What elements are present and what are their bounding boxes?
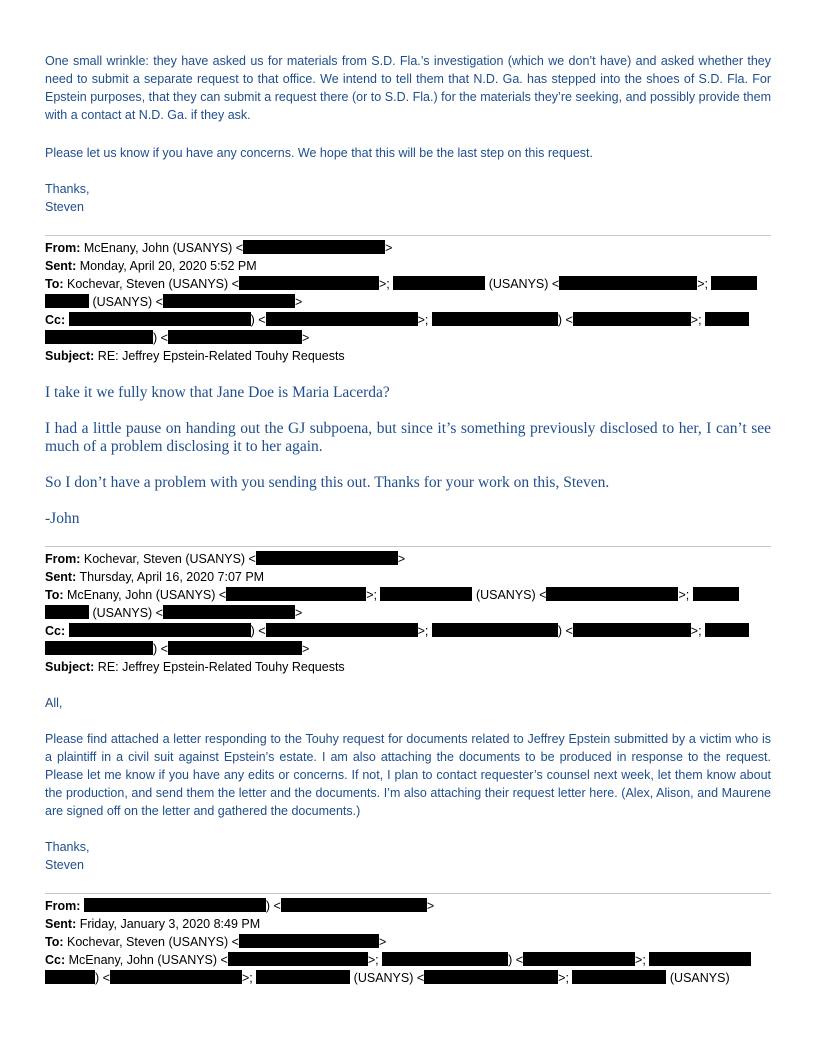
redaction bbox=[163, 605, 295, 619]
redaction bbox=[110, 970, 242, 984]
redaction bbox=[239, 276, 379, 290]
email2-greeting: All, bbox=[45, 696, 63, 710]
redaction bbox=[266, 623, 418, 637]
to-line-cont: (USANYS) < > bbox=[45, 293, 771, 311]
redaction bbox=[573, 623, 691, 637]
redaction bbox=[432, 623, 558, 637]
divider bbox=[45, 546, 771, 547]
to-line-cont: (USANYS) < > bbox=[45, 604, 771, 622]
redaction bbox=[693, 587, 739, 601]
cc-line: Cc: ) < >; ) < >; bbox=[45, 622, 771, 640]
email2-signoff bbox=[45, 838, 771, 874]
cc-line-cont: ) < >; (USANYS) < >; (USANYS) bbox=[45, 969, 771, 987]
divider bbox=[45, 235, 771, 236]
signoff-name: Steven bbox=[45, 200, 84, 214]
redaction bbox=[266, 312, 418, 326]
redaction bbox=[523, 952, 635, 966]
redaction bbox=[45, 641, 153, 655]
from-line: From: Kochevar, Steven (USANYS) < > bbox=[45, 552, 406, 566]
redaction bbox=[84, 898, 266, 912]
redaction bbox=[649, 952, 751, 966]
redaction bbox=[239, 934, 379, 948]
email2-body-paragraph: Please find attached a letter responding to the Touhy request for documents related to Jeffrey Epstein submitted by a victim who is a plaintiff in a civil suit against Epstein’s estate. I am also attaching the documents to be produced in response to the request. Please let me know if you have any edits or concerns. If not, I plan to contact requester’s counsel next week, let them know about the production, and send them the letter and the documents. I’m also attaching their request letter here. (Alex, Alison, and Maurene are signed off on the letter and gathered the documents.) bbox=[45, 732, 771, 818]
sent-line: Sent: Thursday, April 16, 2020 7:07 PM bbox=[45, 570, 265, 584]
email1-body-line-3: So I don’t have a problem with you sending this out. Thanks for your work on this, Steven. bbox=[45, 474, 610, 491]
email-header-2 bbox=[45, 550, 771, 676]
redaction bbox=[380, 587, 472, 601]
signoff-thanks: Thanks, bbox=[45, 840, 90, 854]
email1-signoff: -John bbox=[45, 510, 80, 527]
signoff-name: Steven bbox=[45, 858, 84, 872]
redaction bbox=[163, 294, 295, 308]
redaction bbox=[256, 970, 350, 984]
redaction bbox=[281, 898, 427, 912]
intro-paragraph-2: Please let us know if you have any concerns. We hope that this will be the last step on this request. bbox=[45, 146, 593, 160]
cc-line: Cc: ) < >; ) < >; bbox=[45, 311, 771, 329]
redaction bbox=[243, 240, 385, 254]
cc-line-cont: ) < > bbox=[45, 329, 771, 347]
redaction bbox=[705, 623, 749, 637]
email-header-3 bbox=[45, 897, 771, 987]
subject-line: Subject: RE: Jeffrey Epstein-Related Touhy Requests bbox=[45, 660, 345, 674]
redaction bbox=[168, 641, 302, 655]
intro-signoff bbox=[45, 180, 771, 216]
to-line: To: Kochevar, Steven (USANYS) < >; (USANYS) < >; bbox=[45, 275, 771, 293]
redaction bbox=[393, 276, 485, 290]
to-line: To: Kochevar, Steven (USANYS) < > bbox=[45, 935, 387, 949]
redaction bbox=[382, 952, 508, 966]
divider bbox=[45, 893, 771, 894]
redaction bbox=[573, 312, 691, 326]
redaction bbox=[45, 970, 95, 984]
sent-line: Sent: Monday, April 20, 2020 5:52 PM bbox=[45, 259, 257, 273]
redaction bbox=[45, 330, 153, 344]
redaction bbox=[256, 551, 398, 565]
from-line: From: McEnany, John (USANYS) < > bbox=[45, 241, 393, 255]
redaction bbox=[69, 312, 251, 326]
redaction bbox=[228, 952, 368, 966]
redaction bbox=[69, 623, 251, 637]
redaction bbox=[572, 970, 666, 984]
intro-paragraph-1: One small wrinkle: they have asked us for materials from S.D. Fla.’s investigation (which we don’t have) and asked whether they need to submit a separate request to that office. We intend to tell them that N.D. Ga. has stepped into the shoes of S.D. Fla. For Epstein purposes, that they can submit a request there (or to S.D. Fla.) for the materials they’re seeking, and possibly provide them with a contact at N.D. Ga. if they ask. bbox=[45, 54, 771, 122]
redaction bbox=[711, 276, 757, 290]
redaction bbox=[546, 587, 678, 601]
redaction bbox=[424, 970, 558, 984]
from-line: From: ) < > bbox=[45, 899, 435, 913]
redaction bbox=[45, 605, 89, 619]
email-header-1 bbox=[45, 239, 771, 365]
redaction bbox=[559, 276, 697, 290]
email1-body-line-1: I take it we fully know that Jane Doe is Maria Lacerda? bbox=[45, 384, 390, 401]
sent-line: Sent: Friday, January 3, 2020 8:49 PM bbox=[45, 917, 261, 931]
redaction bbox=[705, 312, 749, 326]
email1-body-paragraph: I had a little pause on handing out the GJ subpoena, but since it’s something previously disclosed to her, I can’t see much of a problem disclosing it to her again. bbox=[45, 420, 771, 455]
redaction bbox=[432, 312, 558, 326]
redaction bbox=[168, 330, 302, 344]
signoff-thanks: Thanks, bbox=[45, 182, 90, 196]
cc-line: Cc: McEnany, John (USANYS) < >; ) < >; bbox=[45, 951, 771, 969]
to-line: To: McEnany, John (USANYS) < >; (USANYS) < >; bbox=[45, 586, 771, 604]
subject-line: Subject: RE: Jeffrey Epstein-Related Touhy Requests bbox=[45, 349, 345, 363]
redaction bbox=[45, 294, 89, 308]
cc-line-cont: ) < > bbox=[45, 640, 771, 658]
redaction bbox=[226, 587, 366, 601]
